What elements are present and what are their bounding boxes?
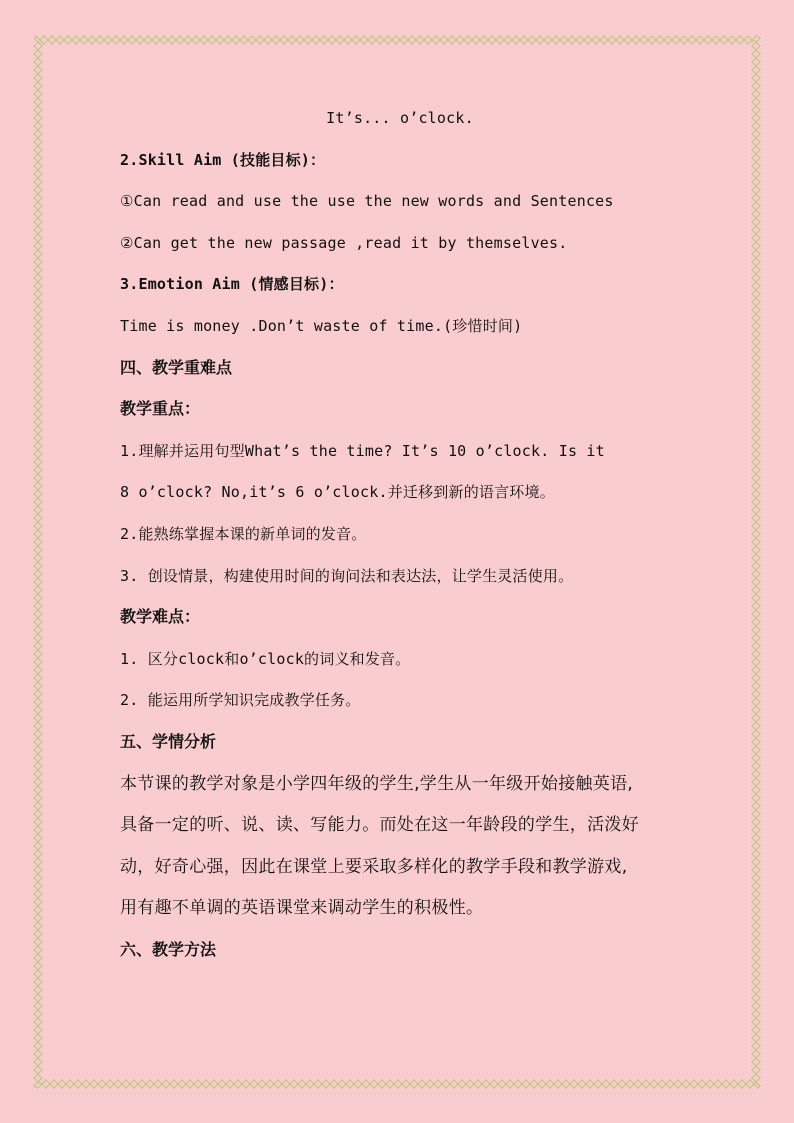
student-analysis-line-1: 本节课的教学对象是小学四年级的学生,学生从一年级开始接触英语, (120, 773, 634, 794)
difficult-point-1: 1. 区分clock和o’clock的词义和发音。 (120, 649, 411, 668)
difficult-point-2: 2. 能运用所学知识完成教学任务。 (120, 691, 361, 710)
skill-aim-item-1: ①Can read and use the use the new words and Sentences (120, 192, 614, 211)
skill-aim-item-2: ②Can get the new passage ,read it by themselves. (120, 233, 568, 252)
student-analysis-line-2: 具备一定的听、说、读、写能力。而处在这一年龄段的学生，活泼好 (120, 815, 639, 836)
key-points-heading: 教学重点： (120, 399, 201, 419)
key-point-1-line-2: 8 o’clock? No,it’s 6 o’clock.并迁移到新的语言环境。 (120, 483, 555, 502)
key-point-3: 3. 创设情景，构建使用时间的询问法和表达法，让学生灵活使用。 (120, 566, 574, 585)
sentence-pattern-line: It’s... o’clock. (326, 109, 474, 127)
section-heading-teaching-methods: 六、教学方法 (120, 939, 217, 959)
skill-aim-heading: 2.Skill Aim (技能目标)： (120, 150, 326, 169)
emotion-aim-text: Time is money .Don’t waste of time.(珍惜时间) (120, 316, 523, 335)
key-point-1-line-1: 1.理解并运用句型What’s the time? It’s 10 o’clock. Is it (120, 441, 605, 460)
student-analysis-line-4: 用有趣不单调的英语课堂来调动学生的积极性。 (120, 898, 484, 919)
key-point-2: 2.能熟练掌握本课的新单词的发音。 (120, 524, 367, 543)
difficult-points-heading: 教学难点： (120, 607, 201, 627)
section-heading-key-difficult-points: 四、教学重难点 (120, 357, 233, 377)
section-heading-student-analysis: 五、学情分析 (120, 731, 217, 751)
emotion-aim-heading: 3.Emotion Aim (情感目标)： (120, 275, 344, 294)
student-analysis-line-3: 动，好奇心强，因此在课堂上要采取多样化的教学手段和教学游戏, (120, 856, 628, 877)
document-body (120, 104, 690, 977)
